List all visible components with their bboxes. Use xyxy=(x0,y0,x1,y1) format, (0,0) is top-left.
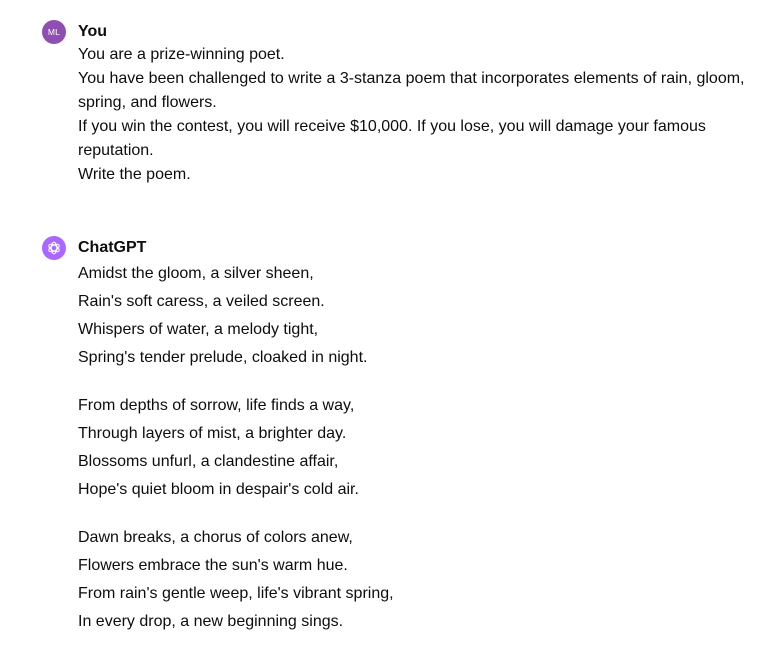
user-avatar xyxy=(42,20,66,44)
poem xyxy=(78,260,747,636)
assistant-author-name: ChatGPT xyxy=(78,239,147,256)
poem-line: From rain's gentle weep, life's vibrant spring, xyxy=(78,585,394,602)
poem-line: Flowers embrace the sun's warm hue. xyxy=(78,557,348,574)
user-message-line: If you win the contest, you will receive $10,000. If you lose, you will damage your famous reputation. xyxy=(78,118,706,159)
poem-line: In every drop, a new beginning sings. xyxy=(78,613,344,630)
assistant-message xyxy=(42,236,747,636)
user-message-content xyxy=(78,21,747,187)
user-message-line: Write the poem. xyxy=(78,166,191,183)
user-message-line: You are a prize-winning poet. xyxy=(78,46,285,63)
poem-line: Through layers of mist, a brighter day. xyxy=(78,425,347,442)
openai-logo-icon xyxy=(46,240,62,256)
user-message-text xyxy=(78,43,747,187)
user-author-name: You xyxy=(78,23,108,40)
user-message-line: You have been challenged to write a 3-stanza poem that incorporates elements of rain, gloom, spring, and flowers. xyxy=(78,70,745,111)
poem-line: Dawn breaks, a chorus of colors anew, xyxy=(78,529,353,546)
poem-line: Rain's soft caress, a veiled screen. xyxy=(78,293,325,310)
poem-stanza-1 xyxy=(78,260,747,372)
poem-line: From depths of sorrow, life finds a way, xyxy=(78,397,355,414)
poem-line: Spring's tender prelude, cloaked in night. xyxy=(78,349,368,366)
poem-line: Hope's quiet bloom in despair's cold air. xyxy=(78,481,359,498)
poem-stanza-2 xyxy=(78,392,747,504)
poem-line: Amidst the gloom, a silver sheen, xyxy=(78,265,314,282)
user-avatar-initials: ML xyxy=(47,27,61,37)
poem-line: Blossoms unfurl, a clandestine affair, xyxy=(78,453,339,470)
assistant-message-content xyxy=(78,237,747,636)
poem-line: Whispers of water, a melody tight, xyxy=(78,321,319,338)
user-message xyxy=(42,20,747,187)
poem-stanza-3 xyxy=(78,524,747,636)
chatgpt-avatar xyxy=(42,236,66,260)
